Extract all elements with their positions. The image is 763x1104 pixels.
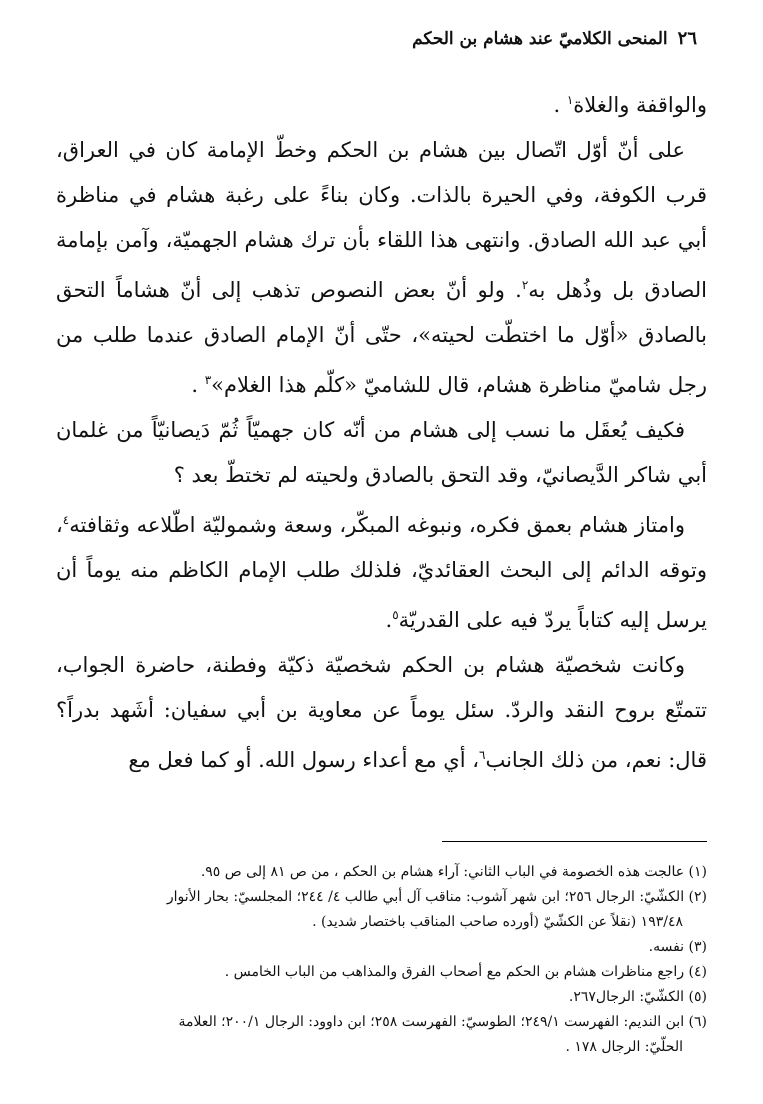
paragraph-text: فكيف يُعقَل ما نسب إلى هشام من أنّه كان جهميّاً ثُمّ دَيصانيّاً من غلمان أبي شاكر الدَّيصانيّ، وقد التحق بالصادق ولحيته لم تختطّ بعد ؟ xyxy=(56,418,707,487)
footnote xyxy=(56,1010,707,1060)
footnote-ref: ٥ xyxy=(392,608,399,622)
footnote-ref: ٤ xyxy=(62,513,70,527)
footnote-ref: ٢ xyxy=(521,278,529,292)
main-text xyxy=(56,78,707,783)
paragraph-tail: ، وتوقه الدائم إلى البحث العقائديّ، فلذلك طلب الإمام الكاظم منه يوماً أن يرسل إليه كتاباً يردّ فيه على القدريّة xyxy=(56,513,707,632)
footnote-continuation: ١٩٣/٤٨ (نقلاً عن الكشّيّ (أورده صاحب المناقب باختصار شديد) . xyxy=(312,914,683,930)
footnote xyxy=(56,885,707,935)
footnote xyxy=(56,860,707,885)
footnote xyxy=(56,985,707,1010)
footnote-text: (٥) الكشّيّ: الرجال٢٦٧. xyxy=(568,989,707,1005)
paragraph-text: والواقفة والغلاة xyxy=(573,93,707,117)
page-number: ٢٦ xyxy=(677,28,697,49)
paragraph-tail: . ولو أنّ بعض النصوص تذهب إلى أنّ هشاماً التحق بالصادق «أوّل ما اختطّت لحيته»، حتّى أنّ الإمام الصادق عندما طلب من رجل شاميّ مناظرة هشام، قال للشاميّ «كلّم هذا الغلام» xyxy=(56,278,707,397)
footnote-ref: ١ xyxy=(566,93,574,107)
footnote-text: (٤) راجع مناظرات هشام بن الحكم مع أصحاب الفرق والمذاهب من الباب الخامس . xyxy=(224,964,707,980)
paragraph xyxy=(56,408,707,498)
paragraph-tail: . xyxy=(553,93,567,117)
footnote-continuation: الحلّيّ: الرجال ١٧٨ . xyxy=(565,1039,683,1055)
paragraph-text: وامتاز هشام بعمق فكره، ونبوغه المبكّر، وسعة وشموليّة اطّلاعه وثقافته xyxy=(69,513,685,537)
paragraph xyxy=(56,643,707,783)
paragraph xyxy=(56,498,707,643)
footnote-ref: ٦ xyxy=(479,748,486,762)
paragraph-tail: . xyxy=(191,373,205,397)
running-header xyxy=(56,28,707,62)
paragraph-text: على أنّ أوّل اتّصال بين هشام بن الحكم وخطّ الإمامة كان في العراق، قرب الكوفة، وفي الحيرة بالذات. وكان بناءً على رغبة هشام في مناظرة أبي عبد الله الصادق. وانتهى هذا اللقاء بأن ترك هشام الجهميّة، وآمن بإمامة الصادق بل وذُهل به xyxy=(56,138,707,302)
running-title: المنحى الكلاميّ عند هشام بن الحكم xyxy=(412,29,668,49)
paragraph-text: وكانت شخصيّة هشام بن الحكم شخصيّة ذكيّة وفطنة، حاضرة الجواب، تتمتّع بروح النقد والردّ. سئل يوماً عن معاوية بن أبي سفيان: أشَهد بدراً؟ قال: نعم، من ذلك الجانب xyxy=(56,653,707,772)
footnotes xyxy=(56,860,707,1060)
paragraph-tail: . xyxy=(385,608,393,632)
footnote xyxy=(56,960,707,985)
footnote xyxy=(56,935,707,960)
paragraph xyxy=(56,78,707,128)
footnote-text: (٢) الكشّيّ: الرجال ٢٥٦؛ ابن شهر آشوب: مناقب آل أبي طالب ٤/ ٢٤٤؛ المجلسيّ: بحار الأنوار xyxy=(166,889,707,905)
footnote-divider xyxy=(442,841,707,842)
footnote-text: (١) عالجت هذه الخصومة في الباب الثاني: آراء هشام بن الحكم ، من ص ٨١ إلى ص ٩٥. xyxy=(200,864,707,880)
paragraph-tail: ، أي مع أعداء رسول الله. أو كما فعل مع xyxy=(128,748,479,772)
paragraph xyxy=(56,128,707,408)
footnote-ref: ٣ xyxy=(204,373,212,387)
footnote-text: (٦) ابن النديم: الفهرست ٢٤٩/١؛ الطوسيّ: الفهرست ٢٥٨؛ ابن داوود: الرجال ٢٠٠/١؛ العلامة xyxy=(178,1014,707,1030)
footnote-text: (٣) نفسه. xyxy=(648,939,707,955)
